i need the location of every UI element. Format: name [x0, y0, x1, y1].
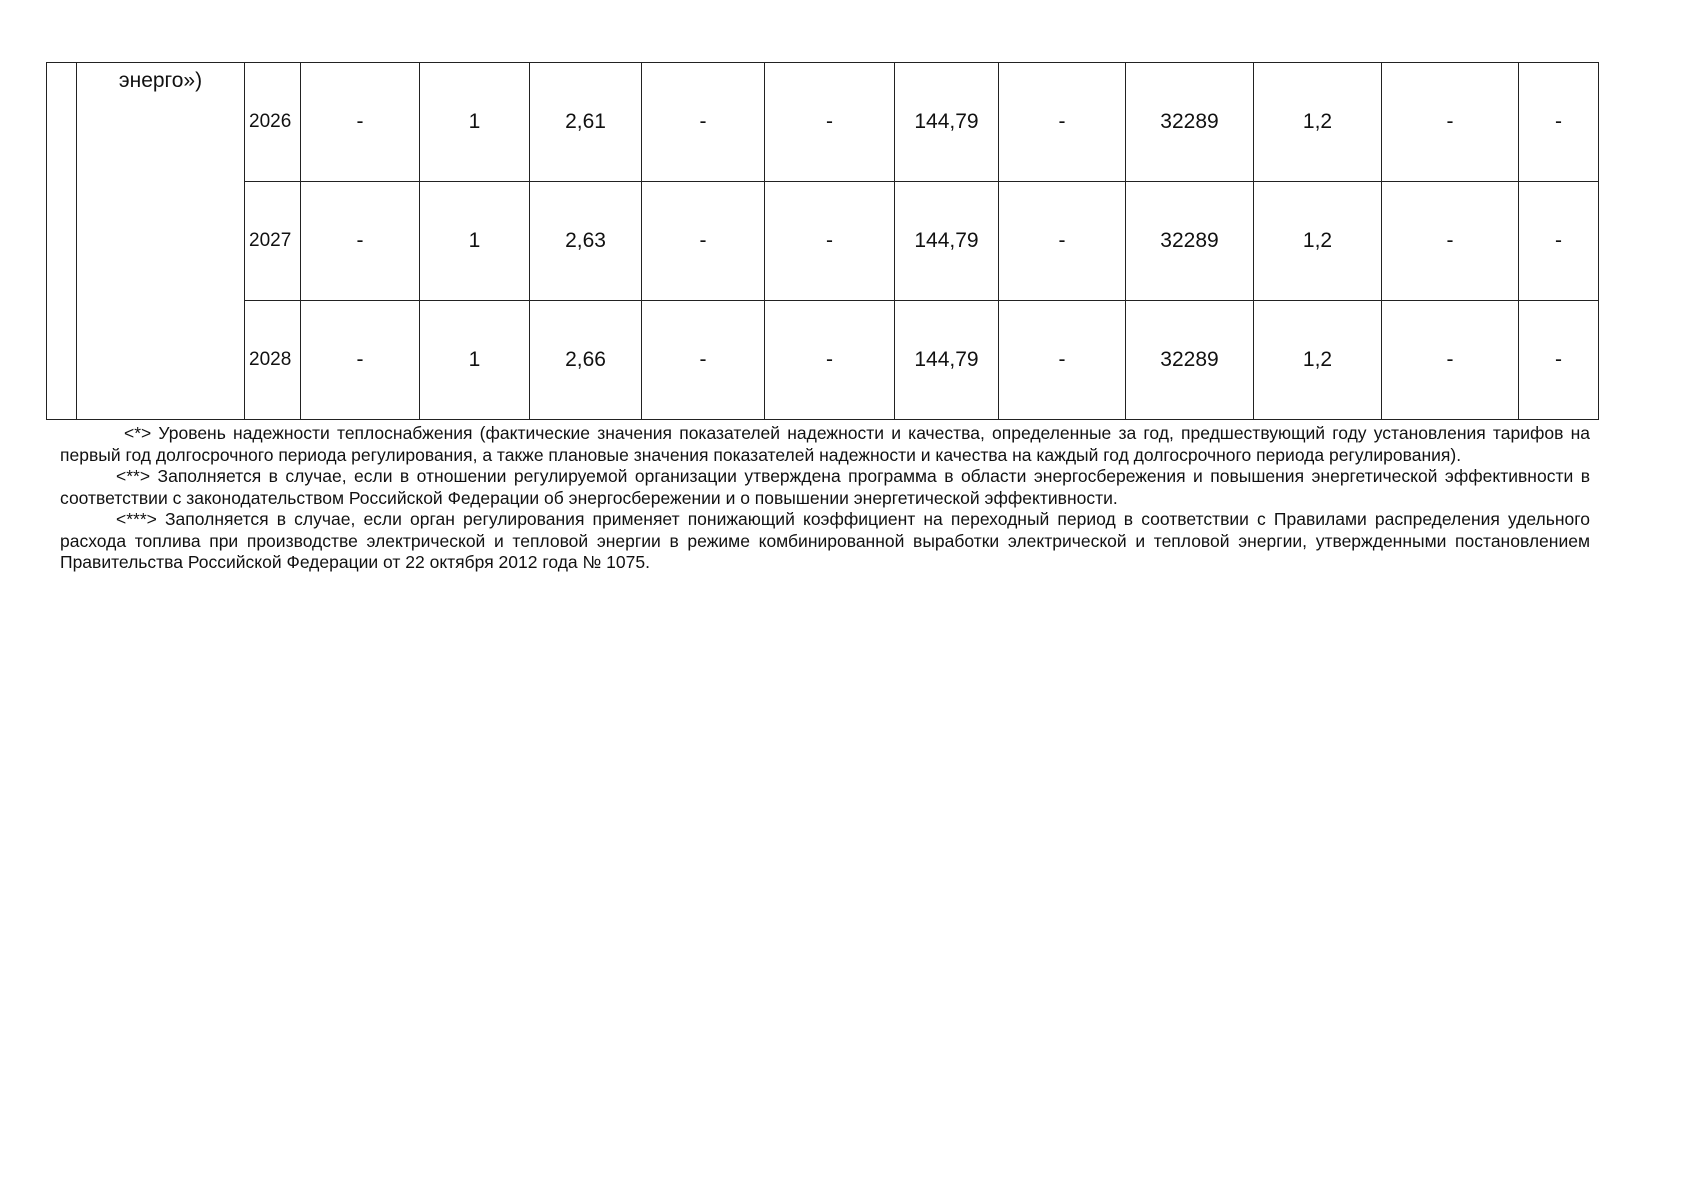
- table-cell: 1,2: [1254, 301, 1382, 420]
- table-cell: -: [999, 182, 1126, 301]
- table-cell: 32289: [1126, 63, 1254, 182]
- table-cell: -: [765, 301, 895, 420]
- table-cell: -: [301, 63, 420, 182]
- year-cell: 2027: [245, 182, 301, 301]
- table-cell: -: [1382, 301, 1519, 420]
- table-cell: 2,61: [530, 63, 642, 182]
- organization-cell: энерго»): [77, 63, 245, 420]
- table-cell: -: [1382, 182, 1519, 301]
- table-cell: 1,2: [1254, 63, 1382, 182]
- table-cell: 1: [420, 301, 530, 420]
- table-cell: -: [301, 301, 420, 420]
- table-cell: -: [765, 182, 895, 301]
- table-cell: -: [1519, 63, 1599, 182]
- footnote-1: <*> Уровень надежности теплоснабжения (фактические значения показателей надежности и качества, определенные за год, предшествующий году установления тарифов на первый год долгосрочного периода регулирования, а также плановые значения показателей надежности и качества на каждый год долгосрочного периода регулирования).: [60, 423, 1590, 465]
- footnote-3: <***> Заполняется в случае, если орган регулирования применяет понижающий коэффициент на переходный период в соответствии с Правилами распределения удельного расхода топлива при производстве электрической и тепловой энергии в режиме комбинированной выработки электрической и тепловой энергии, утвержденными постановлением Правительства Российской Федерации от 22 октября 2012 года № 1075.: [60, 509, 1590, 572]
- footnote-2: <**> Заполняется в случае, если в отношении регулируемой организации утверждена программа в области энергосбережения и повышения энергетической эффективности в соответствии с законодательством Российской Федерации об энергосбережении и о повышении энергетической эффективности.: [60, 466, 1590, 508]
- table-cell: 32289: [1126, 182, 1254, 301]
- table-cell: -: [1519, 301, 1599, 420]
- table-cell: 1: [420, 182, 530, 301]
- table-cell: 144,79: [895, 182, 999, 301]
- row-number-cell: [47, 63, 77, 420]
- table-cell: 1,2: [1254, 182, 1382, 301]
- table-cell: -: [642, 182, 765, 301]
- table-cell: 144,79: [895, 301, 999, 420]
- table-cell: -: [301, 182, 420, 301]
- table-cell: 1: [420, 63, 530, 182]
- table-cell: 2,66: [530, 301, 642, 420]
- table-cell: 144,79: [895, 63, 999, 182]
- table-row: [47, 63, 1599, 182]
- table-cell: 2,63: [530, 182, 642, 301]
- table-cell: 32289: [1126, 301, 1254, 420]
- footnotes: [60, 423, 1590, 574]
- table-cell: -: [999, 63, 1126, 182]
- table-row: [47, 182, 1599, 301]
- year-cell: 2026: [245, 63, 301, 182]
- year-cell: 2028: [245, 301, 301, 420]
- table-cell: -: [642, 63, 765, 182]
- table-cell: -: [1382, 63, 1519, 182]
- tariff-table: [46, 62, 1599, 420]
- table-row: [47, 301, 1599, 420]
- table-cell: -: [999, 301, 1126, 420]
- table-cell: -: [1519, 182, 1599, 301]
- table-cell: -: [765, 63, 895, 182]
- table-cell: -: [642, 301, 765, 420]
